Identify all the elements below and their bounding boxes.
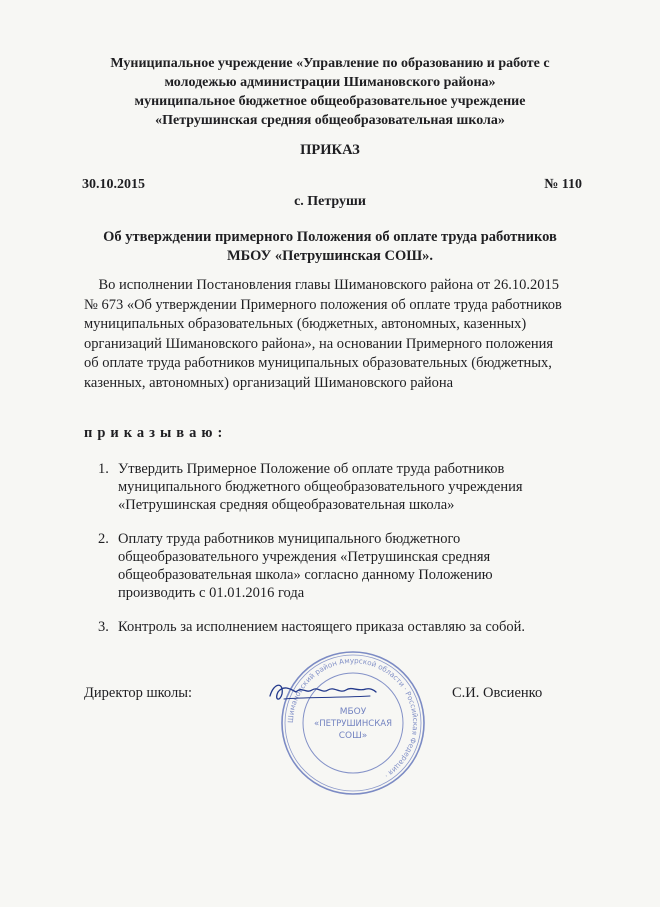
preamble-line: об оплате труда работников муниципальных образовательных (бюджетных, <box>84 355 552 371</box>
stamp-center-line: МБОУ <box>339 707 367 717</box>
official-stamp <box>278 648 428 798</box>
preamble-paragraph <box>84 276 594 393</box>
header-line: молодежью администрации Шимановского района» <box>164 75 496 90</box>
item-text <box>118 618 598 636</box>
item-line: общеобразовательная школа» согласно данному Положению <box>118 567 493 583</box>
item-number: 2. <box>98 531 109 547</box>
item-number: 3. <box>98 619 109 635</box>
stamp-ring-text: Шимановский район Амурской области · Российская Федерация · <box>285 655 421 781</box>
subject-line: МБОУ «Петрушинская СОШ». <box>226 248 434 264</box>
order-subject <box>60 228 600 266</box>
document-place: с. Петруши <box>294 194 366 209</box>
item-number: 1. <box>98 461 109 477</box>
signatory-name: С.И. Овсиенко <box>452 685 543 701</box>
stamp-center-line: «ПЕТРУШИНСКАЯ <box>314 719 392 729</box>
item-line: муниципального бюджетного общеобразовательного учреждения <box>118 479 523 495</box>
document-title: ПРИКАЗ <box>300 142 360 158</box>
header-line: муниципальное бюджетное общеобразовательное учреждение <box>134 94 526 109</box>
item-line: производить с 01.01.2016 года <box>118 585 305 601</box>
item-line: общеобразовательного учреждения «Петрушинская средняя <box>118 549 491 565</box>
header-line: Муниципальное учреждение «Управление по образованию и работе с <box>110 56 550 71</box>
issuer-header <box>60 54 600 130</box>
subject-line: Об утверждении примерного Положения об оплате труда работников <box>103 229 557 245</box>
preamble-line: казенных, автономных) организаций Шимановского района <box>84 374 454 391</box>
item-line: «Петрушинская средняя общеобразовательная школа» <box>118 497 455 513</box>
preamble-line: № 673 «Об утверждении Примерного положения об оплате труда работников <box>84 296 562 313</box>
signature-underline <box>284 696 370 699</box>
stamp-center-line: СОШ» <box>338 731 368 741</box>
item-line: Утвердить Примерное Положение об оплате труда работников <box>118 461 505 477</box>
item-line: Контроль за исполнением настоящего приказа оставляю за собой. <box>118 619 526 635</box>
handwritten-signature <box>262 672 382 712</box>
preamble-line: Во исполнении Постановления главы Шимановского района от 26.10.2015 <box>84 277 560 293</box>
header-line: «Петрушинская средняя общеобразовательная школа» <box>155 113 505 128</box>
item-line: Оплату труда работников муниципального бюджетного <box>118 531 461 547</box>
preamble-line: организаций Шимановского района», на основании Примерного положения <box>84 335 554 352</box>
item-text <box>118 530 598 602</box>
item-text <box>118 460 598 514</box>
preamble-line: муниципальных образовательных (бюджетных, автономных, казенных) <box>84 316 527 332</box>
order-keyword: приказываю: <box>84 425 228 441</box>
document-date: 30.10.2015 <box>82 177 145 192</box>
signature-label: Директор школы: <box>84 685 192 701</box>
document-number: № 110 <box>544 177 582 192</box>
